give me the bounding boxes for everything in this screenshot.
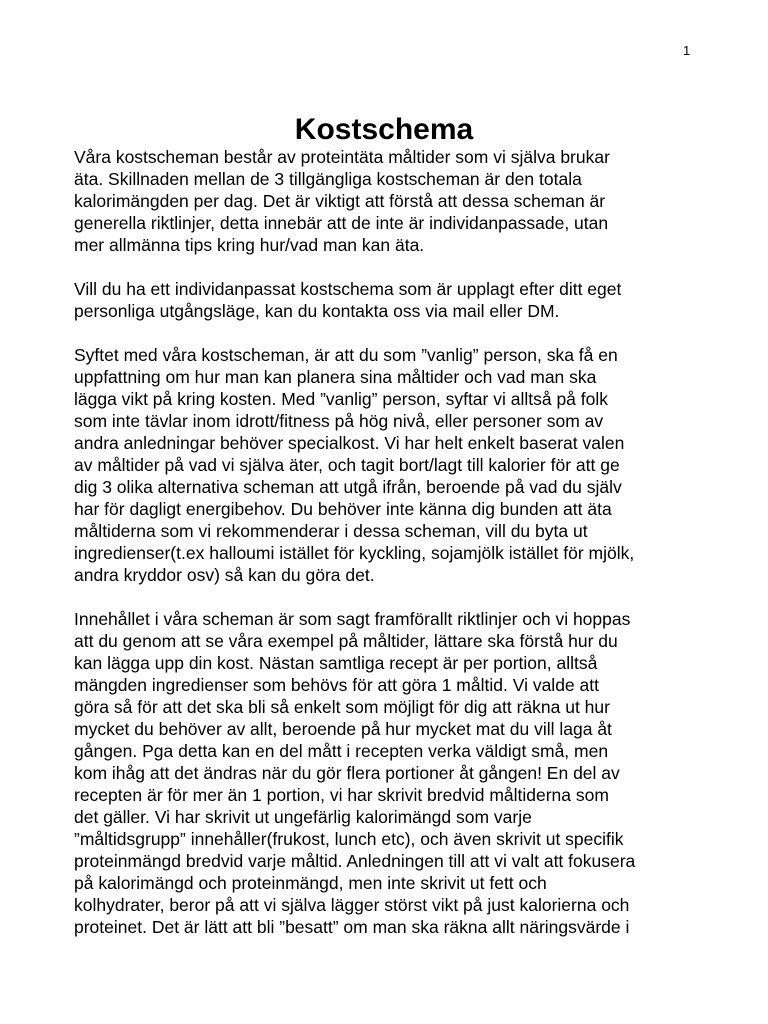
text-line: mycket du behöver av allt, beroende på hur mycket mat du vill laga åt [74, 719, 612, 739]
text-line: kom ihåg att det ändras när du gör flera portioner åt gången! En del av [74, 763, 620, 783]
text-line: ingredienser(t.ex halloumi istället för kyckling, sojamjölk istället för mjölk, [74, 543, 635, 563]
text-line: andra kryddor osv) så kan du göra det. [74, 565, 375, 585]
text-line: recepten är för mer än 1 portion, vi har skrivit bredvid måltiderna som [74, 785, 609, 805]
text-line: ”måltidsgrupp” innehåller(frukost, lunch etc), och även skrivit ut specifik [74, 829, 624, 849]
text-line: Våra kostscheman består av proteintäta måltider som vi själva brukar [74, 147, 610, 167]
text-line: mer allmänna tips kring hur/vad man kan äta. [74, 235, 425, 255]
body-text [74, 146, 704, 960]
text-line: äta. Skillnaden mellan de 3 tillgängliga kostscheman är den totala [74, 169, 582, 189]
text-line: dig 3 olika alternativa scheman att utgå ifrån, beroende på vad du själv [74, 477, 622, 497]
text-line: kalorimängden per dag. Det är viktigt att förstå att dessa scheman är [74, 191, 606, 211]
text-line: att du genom att se våra exempel på måltider, lättare ska förstå hur du [74, 631, 618, 651]
text-line: Innehållet i våra scheman är som sagt framförallt riktlinjer och vi hoppas [74, 609, 631, 629]
document-title: Kostschema [294, 113, 474, 146]
text-line: andra anledningar behöver specialkost. Vi har helt enkelt baserat valen [74, 433, 625, 453]
text-line: mängden ingredienser som behövs för att göra 1 måltid. Vi valde att [74, 675, 599, 695]
paragraph-intro [74, 146, 704, 256]
text-line: proteinet. Det är lätt att bli ”besatt” om man ska räkna allt näringsvärde i [74, 917, 630, 937]
text-line: personliga utgångsläge, kan du kontakta oss via mail eller DM. [74, 301, 560, 321]
text-line: har för dagligt energibehov. Du behöver inte känna dig bunden att äta [74, 499, 612, 519]
text-line: Vill du ha ett individanpassat kostschema som är upplagt efter ditt eget [74, 279, 622, 299]
text-line: Syftet med våra kostscheman, är att du som ”vanlig” person, ska få en [74, 345, 618, 365]
text-line: gången. Pga detta kan en del mått i recepten verka väldigt små, men [74, 741, 609, 761]
text-line: som inte tävlar inom idrott/fitness på hög nivå, eller personer som av [74, 411, 604, 431]
paragraph-content [74, 608, 704, 938]
text-line: kan lägga upp din kost. Nästan samtliga recept är per portion, alltså [74, 653, 598, 673]
text-line: uppfattning om hur man kan planera sina måltider och vad man ska [74, 367, 597, 387]
text-line: på kalorimängd och proteinmängd, men inte skrivit ut fett och [74, 873, 547, 893]
paragraph-contact [74, 278, 704, 322]
page-number: 1 [683, 43, 691, 58]
text-line: lägga vikt på kring kosten. Med ”vanlig” person, syftar vi alltså på folk [74, 389, 608, 409]
paragraph-purpose [74, 344, 704, 586]
text-line: av måltider på vad vi själva äter, och tagit bort/lagt till kalorier för att ge [74, 455, 620, 475]
text-line: generella riktlinjer, detta innebär att de inte är individanpassade, utan [74, 213, 609, 233]
text-line: göra så för att det ska bli så enkelt som möjligt för dig att räkna ut hur [74, 697, 610, 717]
text-line: måltiderna som vi rekommenderar i dessa scheman, vill du byta ut [74, 521, 588, 541]
text-line: proteinmängd bredvid varje måltid. Anledningen till att vi valt att fokusera [74, 851, 636, 871]
text-line: kolhydrater, beror på att vi själva lägger störst vikt på just kalorierna och [74, 895, 630, 915]
text-line: det gäller. Vi har skrivit ut ungefärlig kalorimängd som varje [74, 807, 532, 827]
